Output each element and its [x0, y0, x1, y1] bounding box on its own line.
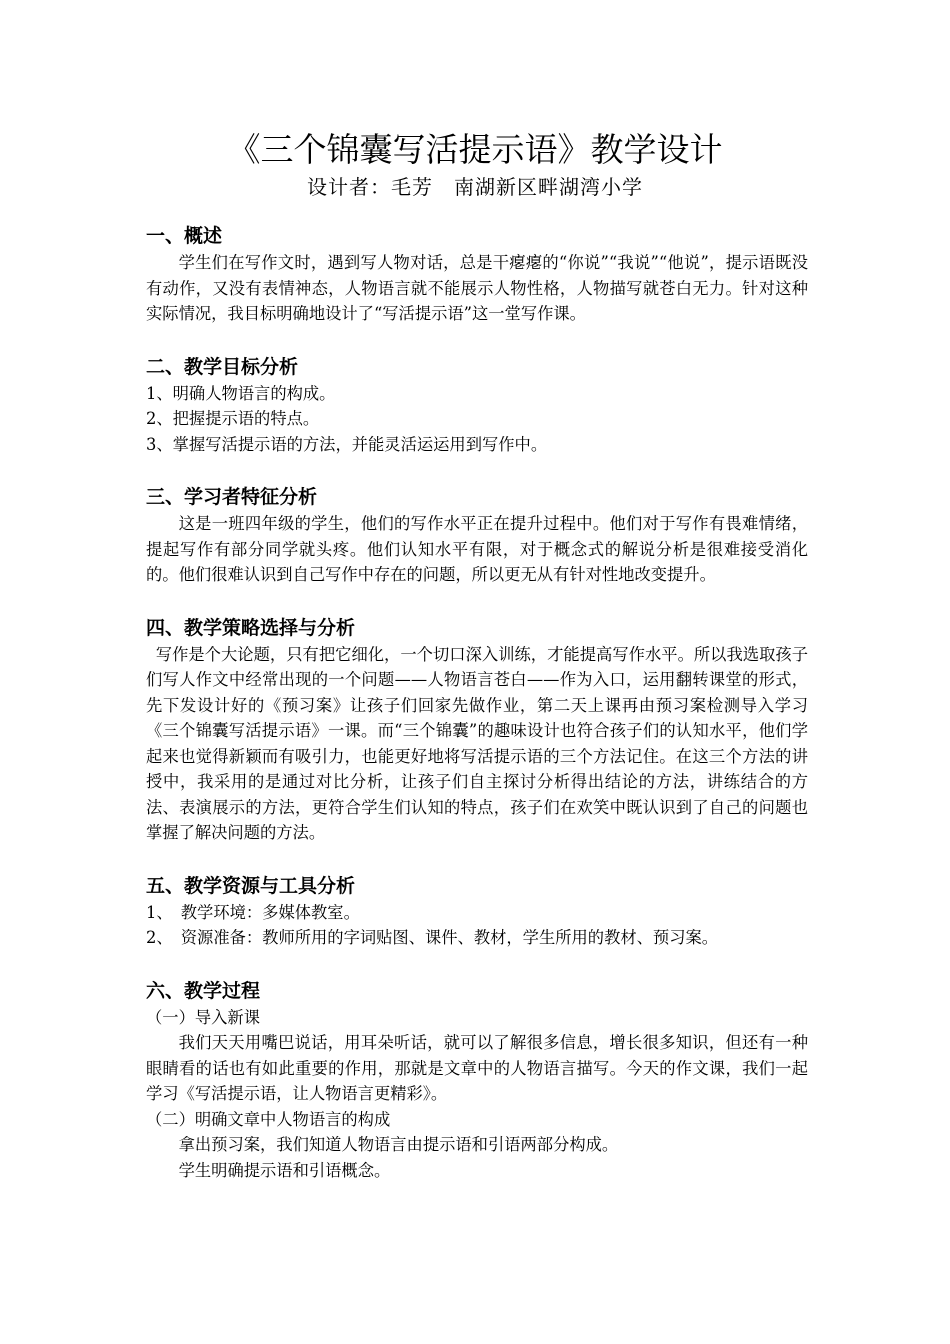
section-paragraph: 拿出预习案，我们知道人物语言由提示语和引语两部分构成。 — [178, 1135, 619, 1154]
section-learner-analysis — [146, 483, 808, 588]
section-heading: 六、教学过程 — [146, 979, 261, 1002]
list-item: 2、 资源准备：教师所用的字词贴图、课件、教材，学生所用的教材、预习案。 — [146, 928, 719, 947]
section-process — [146, 977, 808, 1184]
section-objectives — [146, 353, 808, 458]
list-item: 1、明确人物语言的构成。 — [146, 383, 336, 403]
section-strategy — [146, 614, 808, 846]
section-paragraph: 学生明确提示语和引语概念。 — [178, 1160, 391, 1180]
section-heading: 一、概述 — [146, 225, 223, 247]
subsection-heading: （二）明确文章中人物语言的构成 — [146, 1109, 391, 1129]
section-overview — [146, 222, 808, 327]
section-paragraph: 写作是个大论题，只有把它细化，一个切口深入训练，才能提高写作水平。所以我选取孩子们写人作文中经常出现的一个问题——人物语言苍白——作为入口，运用翻转课堂的形式，先下发设计好的《预习案》让孩子们回家先做作业，第二天上课再由预习案检测导入学习《三个锦囊写活提示语》一课。而“三个锦囊”的趣味设计也符合孩子们的认知水平，他们学起来也觉得新颖而有吸引力，也能更好地将写活提示语的三个方法记住。在这三个方法的讲授中，我采用的是通过对比分析，让孩子们自主探讨分析得出结论的方法，讲练结合的方法、表演展示的方法，更符合学生们认知的特点，孩子们在欢笑中既认识到了自己的问题也掌握了解决问题的方法。 — [146, 644, 808, 842]
subsection-heading: （一）导入新课 — [146, 1007, 260, 1027]
section-paragraph: 我们天天用嘴巴说话，用耳朵听话，就可以了解很多信息，增长很多知识，但还有一种眼睛看的话也有如此重要的作用，那就是文章中的人物语言描写。今天的作文课，我们一起学习《写活提示语，让人物语言更精彩》。 — [146, 1033, 808, 1103]
section-heading: 二、教学目标分析 — [146, 355, 299, 378]
list-item: 2、把握提示语的特点。 — [146, 409, 320, 428]
section-paragraph: 这是一班四年级的学生，他们的写作水平正在提升过程中。他们对于写作有畏难情绪，提起写作有部分同学就头疼。他们认知水平有限，对于概念式的解说分析是很难接受消化的。他们很难认识到自己写作中存在的问题，所以更无从有针对性地改变提升。 — [146, 514, 808, 584]
list-item: 1、 教学环境：多媒体教室。 — [146, 902, 360, 922]
section-resources — [146, 872, 808, 951]
list-item: 3、掌握写活提示语的方法，并能灵活运运用到写作中。 — [146, 434, 548, 454]
document-title: 《三个锦囊写活提示语》教学设计 — [227, 130, 723, 169]
section-heading: 三、学习者特征分析 — [146, 486, 318, 508]
section-paragraph: 学生们在写作文时，遇到写人物对话，总是干瘪瘪的“你说”“我说”“他说”，提示语既没有动作，又没有表情神态，人物语言就不能展示人物性格，人物描写就苍白无力。针对这种实际情况，我目标明确地设计了“写活提示语”这一堂写作课。 — [146, 253, 808, 323]
section-heading: 四、教学策略选择与分析 — [146, 616, 356, 639]
document-subtitle: 设计者：毛芳 南湖新区畔湖湾小学 — [307, 175, 643, 199]
document-body — [146, 222, 808, 1209]
section-heading: 五、教学资源与工具分析 — [146, 874, 356, 897]
